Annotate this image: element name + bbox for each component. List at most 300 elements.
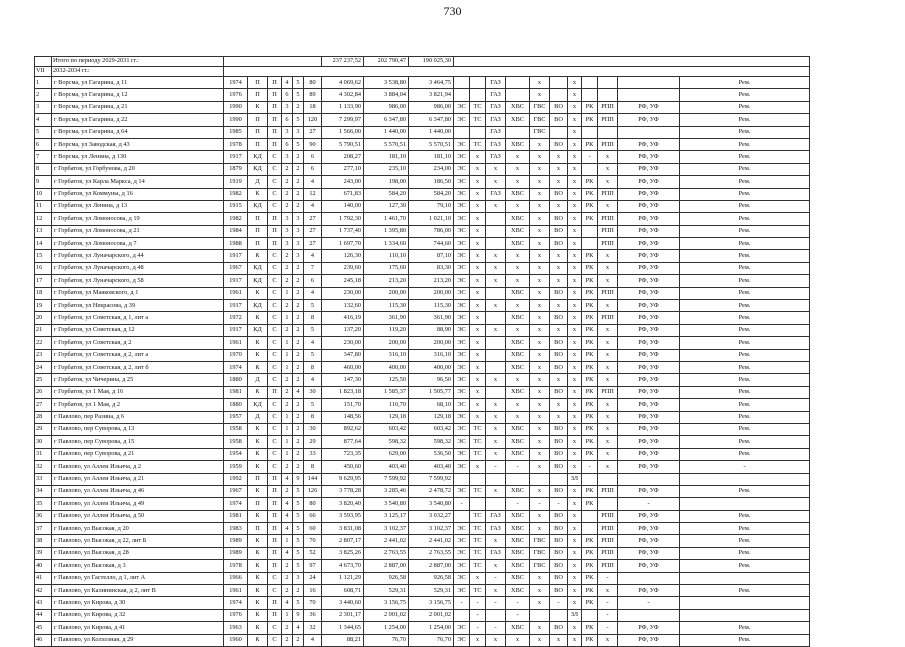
cell-drainage: ВО: [550, 485, 568, 497]
cell-living-area: 200,00: [364, 287, 409, 299]
cell-note: Рем.: [680, 337, 810, 349]
cell-garbage-chute: х: [568, 300, 582, 312]
cell-electric: ЭС: [454, 560, 470, 572]
cell-electric: ЭС: [454, 101, 470, 113]
cell-residential-area: 1 254,00: [409, 622, 454, 634]
cell-garbage-chute: х: [568, 560, 582, 572]
cell-living-area: 213,20: [364, 275, 409, 287]
cell-total-area: 1 133,90: [322, 101, 364, 113]
cell-floor-type: С: [268, 399, 282, 411]
cell-address: г Ворсма, ул Гагарина, д 12: [52, 89, 224, 101]
cell-address: г Павлово, ул Аллеи Ильича, д 2: [52, 461, 224, 473]
cell-wall-material: К: [248, 535, 268, 547]
cell-apartments: 60: [304, 523, 322, 535]
cell-wall-material: Д: [248, 411, 268, 423]
cell-total-area: 132,60: [322, 300, 364, 312]
cell-apartments: 6: [304, 163, 322, 175]
cell-cold-water: -: [506, 498, 530, 510]
cell-wall-material: П: [248, 138, 268, 150]
cell-hot-water: ГВС: [530, 126, 550, 138]
cell-gas: ГАЗ: [486, 126, 506, 138]
cell-heating: ТС: [470, 535, 486, 547]
cell-row-number: 9: [35, 176, 52, 188]
cell-basement: х: [598, 634, 618, 646]
cell-drainage: ВО: [550, 622, 568, 634]
cell-gas: [486, 386, 506, 398]
cell-apartments: 6: [304, 275, 322, 287]
table-row: [35, 77, 810, 89]
cell-cold-water: ХВС: [506, 423, 530, 435]
cell-gas: [486, 473, 506, 485]
cell-roof: [582, 163, 598, 175]
table-row: [35, 151, 810, 163]
cell-floor-type: С: [268, 262, 282, 274]
cell-roof: РК: [582, 634, 598, 646]
cell-gas: х: [486, 535, 506, 547]
cell-roof: РК: [582, 386, 598, 398]
cell-wall-material: П: [248, 77, 268, 89]
cell-living-area: 115,30: [364, 300, 409, 312]
cell-total-area: 723,35: [322, 448, 364, 460]
cell-hot-water: х: [530, 337, 550, 349]
cell-address: г Горбатов, ул Некрасова, д 39: [52, 300, 224, 312]
cell-residential-area: 529,31: [409, 585, 454, 597]
cell-apartments: 70: [304, 597, 322, 609]
cell-facade: РФ, УФ: [618, 448, 680, 460]
cell-floors: 2: [282, 163, 293, 175]
cell-total-area: 208,27: [322, 151, 364, 163]
cell-apartments: 18: [304, 101, 322, 113]
cell-address: г Ворсма, ул Гагарина, д 21: [52, 101, 224, 113]
cell-wall-material: К: [248, 250, 268, 262]
cell-garbage-chute: х: [568, 188, 582, 200]
cell-electric: ЭС: [454, 535, 470, 547]
cell-basement: [598, 498, 618, 510]
cell-note: Рем.: [680, 238, 810, 250]
cell-electric: ЭС: [454, 349, 470, 361]
cell-residential-area: 115,30: [409, 300, 454, 312]
cell-drainage: ВО: [550, 560, 568, 572]
table-row: [35, 126, 810, 138]
cell-living-area: 1 334,60: [364, 238, 409, 250]
cell-row-number: 30: [35, 436, 52, 448]
cell-address: г Павлово, ул Гастелло, д 1, лит А: [52, 572, 224, 584]
cell-heating: х: [470, 324, 486, 336]
cell-garbage-chute: х: [568, 523, 582, 535]
cell-row-number: 22: [35, 337, 52, 349]
cell-row-number: 19: [35, 300, 52, 312]
cell-gas: х: [486, 275, 506, 287]
cell-row-number: 20: [35, 312, 52, 324]
cell-hot-water: х: [530, 312, 550, 324]
cell-floor-type: П: [268, 126, 282, 138]
cell-wall-material: КД: [248, 262, 268, 274]
cell-wall-material: П: [248, 213, 268, 225]
cell-heating: х: [470, 300, 486, 312]
cell-residential-area: 234,00: [409, 163, 454, 175]
cell-floor-type: С: [268, 349, 282, 361]
cell-note: [680, 597, 810, 609]
cell-hot-water: х: [530, 324, 550, 336]
cell-living-area: 1 461,70: [364, 213, 409, 225]
cell-drainage: х: [550, 176, 568, 188]
table-row: [35, 523, 810, 535]
cell-hot-water: х: [530, 163, 550, 175]
cell-heating: ТС: [470, 547, 486, 559]
cell-drainage: [550, 609, 568, 621]
cell-cold-water: ХВС: [506, 114, 530, 126]
cell-facade: РФ, УФ: [618, 188, 680, 200]
cell-address: г Павлово, ул Колхозная, д 29: [52, 634, 224, 646]
cell-drainage: ВО: [550, 523, 568, 535]
cell-floors: 2: [282, 585, 293, 597]
cell-note: Рем.: [680, 485, 810, 497]
cell-drainage: х: [550, 275, 568, 287]
cell-hot-water: х: [530, 386, 550, 398]
cell-facade: РФ, УФ: [618, 510, 680, 522]
cell-floors: 6: [282, 114, 293, 126]
cell-floor-type: С: [268, 176, 282, 188]
cell-floor-type: С: [268, 300, 282, 312]
cell-basement: х: [598, 374, 618, 386]
cell-hot-water: х: [530, 213, 550, 225]
cell-entrances: 2: [293, 275, 304, 287]
cell-heating: -: [470, 622, 486, 634]
cell-year-built: 1988: [224, 238, 248, 250]
cell-living-area: 3 285,46: [364, 485, 409, 497]
cell-drainage: х: [550, 300, 568, 312]
cell-hot-water: х: [530, 597, 550, 609]
table-row: [35, 213, 810, 225]
cell-entrances: 2: [293, 176, 304, 188]
cell-hot-water: х: [530, 225, 550, 237]
cell-note: Рем.: [680, 423, 810, 435]
cell-total-area: 3 778,28: [322, 485, 364, 497]
cell-floor-type: П: [268, 609, 282, 621]
cell-floors: 2: [282, 262, 293, 274]
cell-floors: 3: [282, 101, 293, 113]
cell-garbage-chute: х: [568, 572, 582, 584]
table-row: [35, 250, 810, 262]
cell-roof: РК: [582, 337, 598, 349]
cell-residential-area: 3 032,27: [409, 510, 454, 522]
cell-roof: РК: [582, 188, 598, 200]
table-row: [35, 560, 810, 572]
cell-apartments: 5: [304, 300, 322, 312]
cell-heating: [470, 126, 486, 138]
cell-total-area: 1 792,30: [322, 213, 364, 225]
cell-heating: х: [470, 386, 486, 398]
cell-residential-area: 603,42: [409, 423, 454, 435]
cell-row-number: 3: [35, 101, 52, 113]
cell-roof: РК: [582, 287, 598, 299]
cell-living-area: 2 001,02: [364, 609, 409, 621]
cell-year-built: 1917: [224, 275, 248, 287]
cell-drainage: ВО: [550, 436, 568, 448]
cell-residential-area: 181,10: [409, 151, 454, 163]
cell-facade: РФ, УФ: [618, 163, 680, 175]
cell-entrances: 5: [293, 535, 304, 547]
cell-wall-material: К: [248, 634, 268, 646]
cell-floors: 4: [282, 597, 293, 609]
cell-gas: [486, 213, 506, 225]
cell-cold-water: ХВС: [506, 547, 530, 559]
cell-garbage-chute: х: [568, 238, 582, 250]
cell-floor-type: П: [268, 238, 282, 250]
cell-living-area: 361,90: [364, 312, 409, 324]
cell-garbage-chute: х: [568, 225, 582, 237]
cell-basement: РПП: [598, 188, 618, 200]
cell-drainage: ВО: [550, 312, 568, 324]
cell-cold-water: ХВС: [506, 386, 530, 398]
cell-floors: 3: [282, 151, 293, 163]
cell-hot-water: х: [530, 300, 550, 312]
cell-facade: [618, 89, 680, 101]
cell-basement: х: [598, 262, 618, 274]
cell-year-built: 1966: [224, 572, 248, 584]
cell-residential-area: 2 763,55: [409, 547, 454, 559]
cell-note: Рем.: [680, 213, 810, 225]
cell-garbage-chute: х: [568, 423, 582, 435]
cell-year-built: 1976: [224, 609, 248, 621]
cell-gas: х: [486, 324, 506, 336]
cell-apartments: 7: [304, 262, 322, 274]
cell-facade: РФ, УФ: [618, 114, 680, 126]
cell-floors: 2: [282, 622, 293, 634]
cell-facade: РФ, УФ: [618, 200, 680, 212]
cell-basement: х: [598, 349, 618, 361]
cell-heating: х: [470, 200, 486, 212]
cell-roof: РК: [582, 361, 598, 373]
cell-wall-material: П: [248, 523, 268, 535]
cell-apartments: 29: [304, 436, 322, 448]
cell-floors: 1: [282, 448, 293, 460]
cell-garbage-chute: х: [568, 312, 582, 324]
cell-entrances: 2: [293, 287, 304, 299]
cell-electric: ЭС: [454, 275, 470, 287]
cell-residential-area: 200,00: [409, 287, 454, 299]
cell-living-area: 2 887,00: [364, 560, 409, 572]
cell-note: Рем.: [680, 448, 810, 460]
cell-electric: [454, 510, 470, 522]
table-row: [35, 114, 810, 126]
cell-garbage-chute: х: [568, 585, 582, 597]
cell-total-area: 1 697,70: [322, 238, 364, 250]
cell-basement: х: [598, 436, 618, 448]
cell-gas: ГАЗ: [486, 151, 506, 163]
cell-floors: 1: [282, 609, 293, 621]
cell-basement: х: [598, 361, 618, 373]
cell-basement: РПП: [598, 287, 618, 299]
cell-floor-type: С: [268, 361, 282, 373]
table-row: [35, 485, 810, 497]
cell-note: Рем.: [680, 262, 810, 274]
table-row: [35, 262, 810, 274]
cell-year-built: 1963: [224, 622, 248, 634]
cell-basement: [598, 77, 618, 89]
cell-floor-type: П: [268, 523, 282, 535]
cell-basement: РПП: [598, 535, 618, 547]
cell-residential-area: 2 478,72: [409, 485, 454, 497]
cell-total-area: 126,30: [322, 250, 364, 262]
cell-facade: РФ, УФ: [618, 386, 680, 398]
cell-cold-water: х: [506, 200, 530, 212]
cell-heating: х: [470, 176, 486, 188]
cell-year-built: 1957: [224, 411, 248, 423]
table-row: [35, 300, 810, 312]
cell-gas: [486, 361, 506, 373]
cell-heating: х: [470, 411, 486, 423]
cell-living-area: 175,60: [364, 262, 409, 274]
cell-total-area: 151,70: [322, 399, 364, 411]
cell-address: г Ворсма, ул Гагарина, д 11: [52, 77, 224, 89]
cell-living-area: 7 599,92: [364, 473, 409, 485]
cell-wall-material: К: [248, 188, 268, 200]
cell-drainage: ВО: [550, 349, 568, 361]
cell-electric: ЭС: [454, 374, 470, 386]
cell-entrances: 2: [293, 151, 304, 163]
cell-row-number: 39: [35, 547, 52, 559]
cell-address: г Павлово, ул Кирова, д 32: [52, 609, 224, 621]
cell-address: г Павлово, ул Аллеи Ильича, д 21: [52, 473, 224, 485]
cell-year-built: 1990: [224, 101, 248, 113]
cell-residential-area: 88,90: [409, 324, 454, 336]
page-number: 730: [443, 4, 462, 18]
cell-row-number: 28: [35, 411, 52, 423]
cell-note: Рем.: [680, 138, 810, 150]
cell-garbage-chute: х: [568, 547, 582, 559]
cell-hot-water: х: [530, 461, 550, 473]
cell-living-area: 76,70: [364, 634, 409, 646]
cell-residential-area: 3 102,37: [409, 523, 454, 535]
cell-hot-water: х: [530, 436, 550, 448]
cell-address: г Горбатов, ул Советская, д 12: [52, 324, 224, 336]
cell-facade: РФ, УФ: [618, 312, 680, 324]
cell-garbage-chute: х: [568, 634, 582, 646]
cell-floors: 1: [282, 436, 293, 448]
cell-total-area: 148,56: [322, 411, 364, 423]
cell-entrances: 3: [293, 238, 304, 250]
cell-apartments: 32: [304, 622, 322, 634]
cell-row-number: 15: [35, 250, 52, 262]
table-row: [35, 349, 810, 361]
cell-row-number: 6: [35, 138, 52, 150]
cell-row-number: 43: [35, 597, 52, 609]
cell-total-area: 1 121,29: [322, 572, 364, 584]
cell-address: г Павлово, ул Аллеи Ильича, д 46: [52, 485, 224, 497]
cell-note: Рем.: [680, 250, 810, 262]
cell-floors: 2: [282, 572, 293, 584]
cell-row-number: 29: [35, 423, 52, 435]
cell-note: Рем.: [680, 176, 810, 188]
cell-living-area: 181,10: [364, 151, 409, 163]
cell-floor-type: П: [268, 485, 282, 497]
table-row: [35, 423, 810, 435]
cell-living-area: 119,20: [364, 324, 409, 336]
cell-year-built: 1978: [224, 138, 248, 150]
cell-electric: ЭС: [454, 572, 470, 584]
cell-gas: [486, 287, 506, 299]
cell-row-number: 17: [35, 275, 52, 287]
table-row: [35, 399, 810, 411]
cell-apartments: 89: [304, 89, 322, 101]
cell-roof: [582, 609, 598, 621]
cell-address: г Горбатов, ул 1 Мая, д 2: [52, 399, 224, 411]
cell-wall-material: К: [248, 436, 268, 448]
cell-apartments: 90: [304, 138, 322, 150]
cell-drainage: ВО: [550, 188, 568, 200]
cell-note: Рем.: [680, 399, 810, 411]
cell-wall-material: К: [248, 485, 268, 497]
cell-note: Рем.: [680, 126, 810, 138]
table-row: [35, 101, 810, 113]
cell-apartments: 70: [304, 535, 322, 547]
cell-total-area: 450,60: [322, 461, 364, 473]
cell-basement: х: [598, 411, 618, 423]
cell-note: Рем.: [680, 312, 810, 324]
cell-hot-water: х: [530, 188, 550, 200]
section-number: VII: [35, 67, 52, 77]
cell-roof: РК: [582, 324, 598, 336]
table-row: [35, 138, 810, 150]
cell-living-area: 316,10: [364, 349, 409, 361]
cell-entrances: 5: [293, 485, 304, 497]
cell-year-built: 1974: [224, 361, 248, 373]
cell-hot-water: ГВС: [530, 535, 550, 547]
cell-basement: РПП: [598, 547, 618, 559]
cell-floor-type: П: [268, 138, 282, 150]
cell-floor-type: С: [268, 337, 282, 349]
cell-apartments: 24: [304, 572, 322, 584]
cell-hot-water: х: [530, 262, 550, 274]
cell-entrances: 2: [293, 423, 304, 435]
table-row: [35, 473, 810, 485]
cell-electric: ЭС: [454, 485, 470, 497]
cell-cold-water: х: [506, 163, 530, 175]
cell-gas: -: [486, 597, 506, 609]
cell-cold-water: ХВС: [506, 225, 530, 237]
cell-wall-material: К: [248, 622, 268, 634]
cell-total-area: 877,64: [322, 436, 364, 448]
cell-electric: ЭС: [454, 324, 470, 336]
cell-entrances: 3: [293, 225, 304, 237]
cell-drainage: х: [550, 163, 568, 175]
cell-gas: х: [486, 560, 506, 572]
cell-electric: ЭС: [454, 622, 470, 634]
cell-garbage-chute: х: [568, 138, 582, 150]
cell-entrances: 3: [293, 572, 304, 584]
cell-living-area: 6 347,80: [364, 114, 409, 126]
cell-basement: х: [598, 337, 618, 349]
cell-hot-water: ГВС: [530, 114, 550, 126]
cell-wall-material: К: [248, 572, 268, 584]
cell-drainage: х: [550, 411, 568, 423]
cell-wall-material: К: [248, 423, 268, 435]
cell-row-number: 16: [35, 262, 52, 274]
cell-roof: РК: [582, 374, 598, 386]
cell-entrances: 3: [293, 250, 304, 262]
cell-facade: РФ, УФ: [618, 560, 680, 572]
cell-apartments: 16: [304, 585, 322, 597]
cell-facade: РФ, УФ: [618, 461, 680, 473]
cell-year-built: 1919: [224, 176, 248, 188]
cell-floors: 4: [282, 547, 293, 559]
cell-floors: 2: [282, 399, 293, 411]
cell-floors: 1: [282, 361, 293, 373]
cell-entrances: 5: [293, 560, 304, 572]
cell-address: г Горбатов, ул Советская, д 1, лит а: [52, 312, 224, 324]
cell-floors: 3: [282, 126, 293, 138]
